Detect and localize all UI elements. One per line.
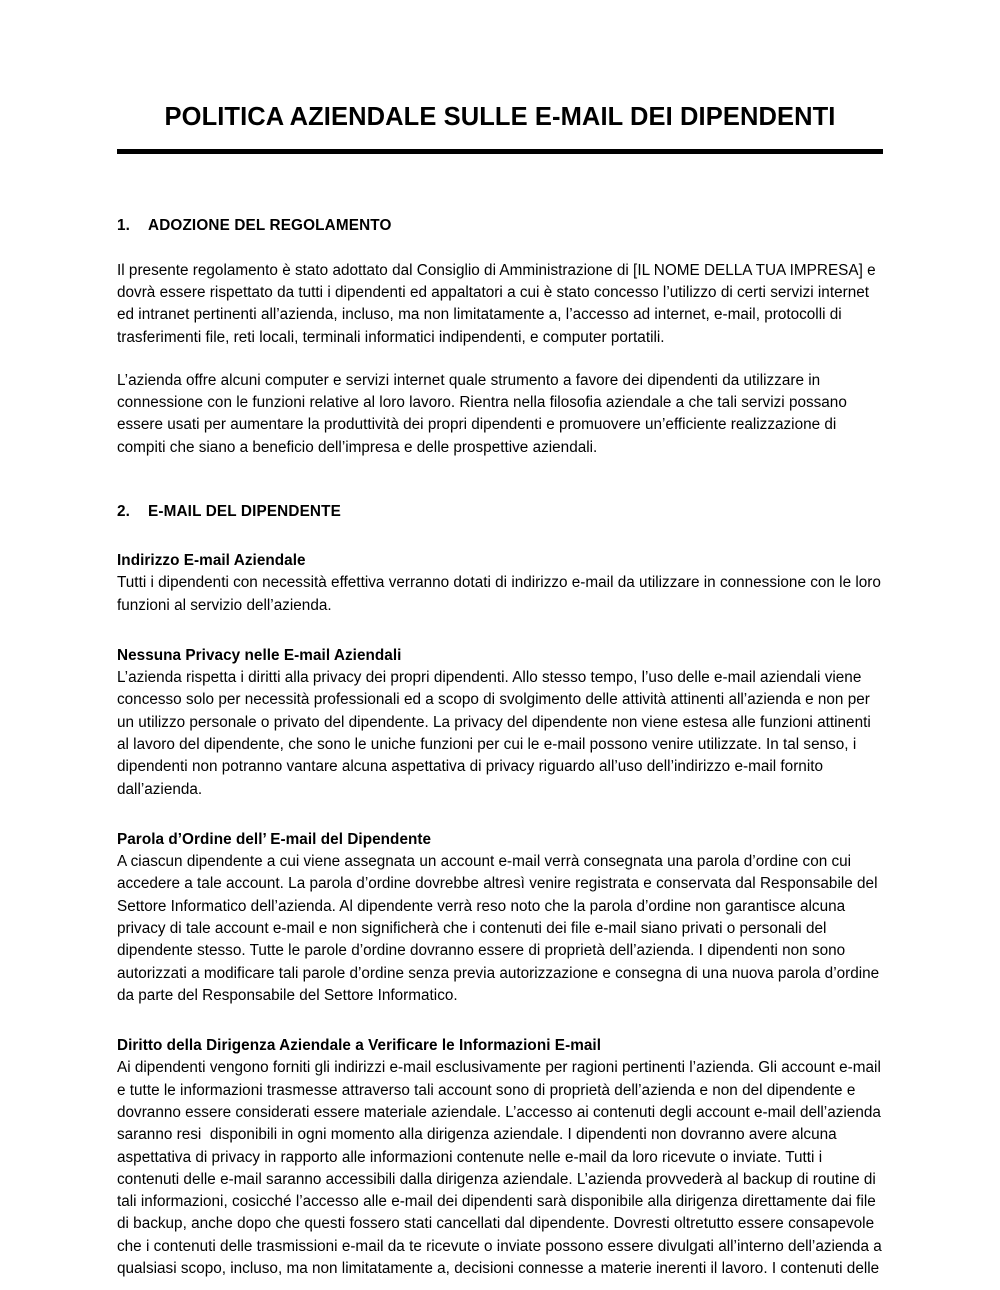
section-1-paragraph-2: L’azienda offre alcuni computer e servizi internet quale strumento a favore dei dipendenti da utilizzare in connessione con le funzioni relative al loro lavoro. Rientra nella filosofia aziendale a che tali servizi possano essere usati per aumentare la produttività dei propri dipendenti e promuovere un’efficiente realizzazione di compiti che siano a beneficio dell’impresa e delle prospettive aziendali. bbox=[117, 371, 852, 456]
title-block bbox=[117, 0, 883, 154]
subsection-parola-ordine bbox=[117, 830, 883, 1007]
section-1-paragraph-1: Il presente regolamento è stato adottato dal Consiglio di Amministrazione di [IL NOME DELLA TUA IMPRESA] e dovrà essere rispettato da tutti i dipendenti ed appaltatori a cui è stato concesso l’utilizzo di certi servizi internet ed intranet pertinenti all’azienda, incluso, ma non limitatamente a, l’accesso ad internet, e-mail, protocolli di trasferimenti file, reti locali, terminali informatici indipendenti, e computer portatili. bbox=[117, 261, 880, 346]
section-1-title: ADOZIONE DEL REGOLAMENTO bbox=[148, 216, 392, 234]
subsection-heading-diritto-dirigenza: Diritto della Dirigenza Aziendale a Verificare le Informazioni E-mail bbox=[117, 1037, 602, 1055]
subsection-indirizzo-email-aziendale bbox=[117, 551, 886, 617]
section-1-number: 1. bbox=[117, 216, 131, 234]
subsection-heading-nessuna-privacy: Nessuna Privacy nelle E-mail Aziendali bbox=[117, 646, 402, 664]
page-title: POLITICA AZIENDALE SULLE E-MAIL DEI DIPENDENTI bbox=[164, 103, 836, 131]
title-divider-rule bbox=[117, 149, 883, 154]
section-2-number: 2. bbox=[117, 503, 131, 521]
subsection-nessuna-privacy bbox=[117, 646, 883, 801]
document-content bbox=[117, 0, 887, 1280]
section-2 bbox=[117, 502, 887, 1280]
subsection-heading-indirizzo-email-aziendale: Indirizzo E-mail Aziendale bbox=[117, 552, 306, 570]
subsection-body-parola-ordine: A ciascun dipendente a cui viene assegnata un account e-mail verrà consegnata una parola d’ordine con cui accedere a tale account. La parola d’ordine dovrebbe altresì venire registrata e conservata dal Responsabile del Settore Informatico dell’azienda. Al dipendente verrà reso noto che la parola d’ordine non garantisce alcuna privacy di tale account e-mail e non significherà che i contenuti dei file e-mail siano privati o personali del dipendente stesso. Tutte le parole d’ordine dovranno essere di proprietà dell’azienda. I dipendenti non sono autorizzati a modificare tali parole d’ordine senza previa autorizzazione e consegna di una nuova parola d’ordine da parte del Responsabile del Settore Informatico. bbox=[117, 853, 884, 1004]
section-1-heading bbox=[117, 216, 883, 235]
subsection-body-indirizzo-email-aziendale: Tutti i dipendenti con necessità effettiva verranno dotati di indirizzo e-mail da utilizzare in connessione con le loro funzioni al servizio dell’azienda. bbox=[117, 574, 886, 614]
subsection-body-diritto-dirigenza: Ai dipendenti vengono forniti gli indirizzi e-mail esclusivamente per ragioni pertinenti l’azienda. Gli account e-mail e tutte le informazioni trasmesse attraverso tali account sono di proprietà dell’azienda e non del dipendente e dovranno essere considerati essere materiale aziendale. L’accesso ai contenuti degli account e-mail dell’azienda saranno resi disponibili in ogni momento alla dirigenza aziendale. I dipendenti non dovranno avere alcuna aspettativa di privacy in rapporto alle informazioni contenute nelle e-mail da loro ricevute o inviate. Tutti i contenuti delle e-mail saranno accessibili dalla dirigenza aziendale. L’azienda provvederà al backup di routine di tali informazioni, cosicché l’accesso alle e-mail dei dipendenti sarà disponibile alla dirigenza direttamente dai file di backup, anche dopo che questi fossero stati cancellati dal dipendente. Dovresti oltretutto essere consapevole che i contenuti delle trasmissioni e-mail da te ricevute o inviate possono essere divulgati all’interno dell’azienda a qualsiasi scopo, incluso, ma non limitatamente a, decisioni connesse a materie inerenti il lavoro. I contenuti delle bbox=[117, 1059, 887, 1278]
subsection-body-nessuna-privacy: L’azienda rispetta i diritti alla privacy dei propri dipendenti. Allo stesso tempo, l’uso delle e-mail aziendali viene concesso solo per necessità professionali ed a scopo di svolgimento delle attività attinenti all’azienda e non per un utilizzo personale o privato del dipendente. La privacy del dipendente non viene estesa alle funzioni attinenti al lavoro del dipendente, che sono le uniche funzioni per cui le e-mail possono venire utilizzate. In tal senso, i dipendenti non potranno vantare alcuna aspettativa di privacy riguardo all’uso dell’indirizzo e-mail fornito dall’azienda. bbox=[117, 669, 876, 798]
subsection-diritto-dirigenza bbox=[117, 1036, 887, 1280]
section-2-heading bbox=[117, 502, 883, 521]
subsection-heading-parola-ordine: Parola d’Ordine dell’ E-mail del Dipendente bbox=[117, 830, 432, 848]
section-1 bbox=[117, 216, 883, 459]
section-2-title: E-MAIL DEL DIPENDENTE bbox=[148, 503, 341, 521]
